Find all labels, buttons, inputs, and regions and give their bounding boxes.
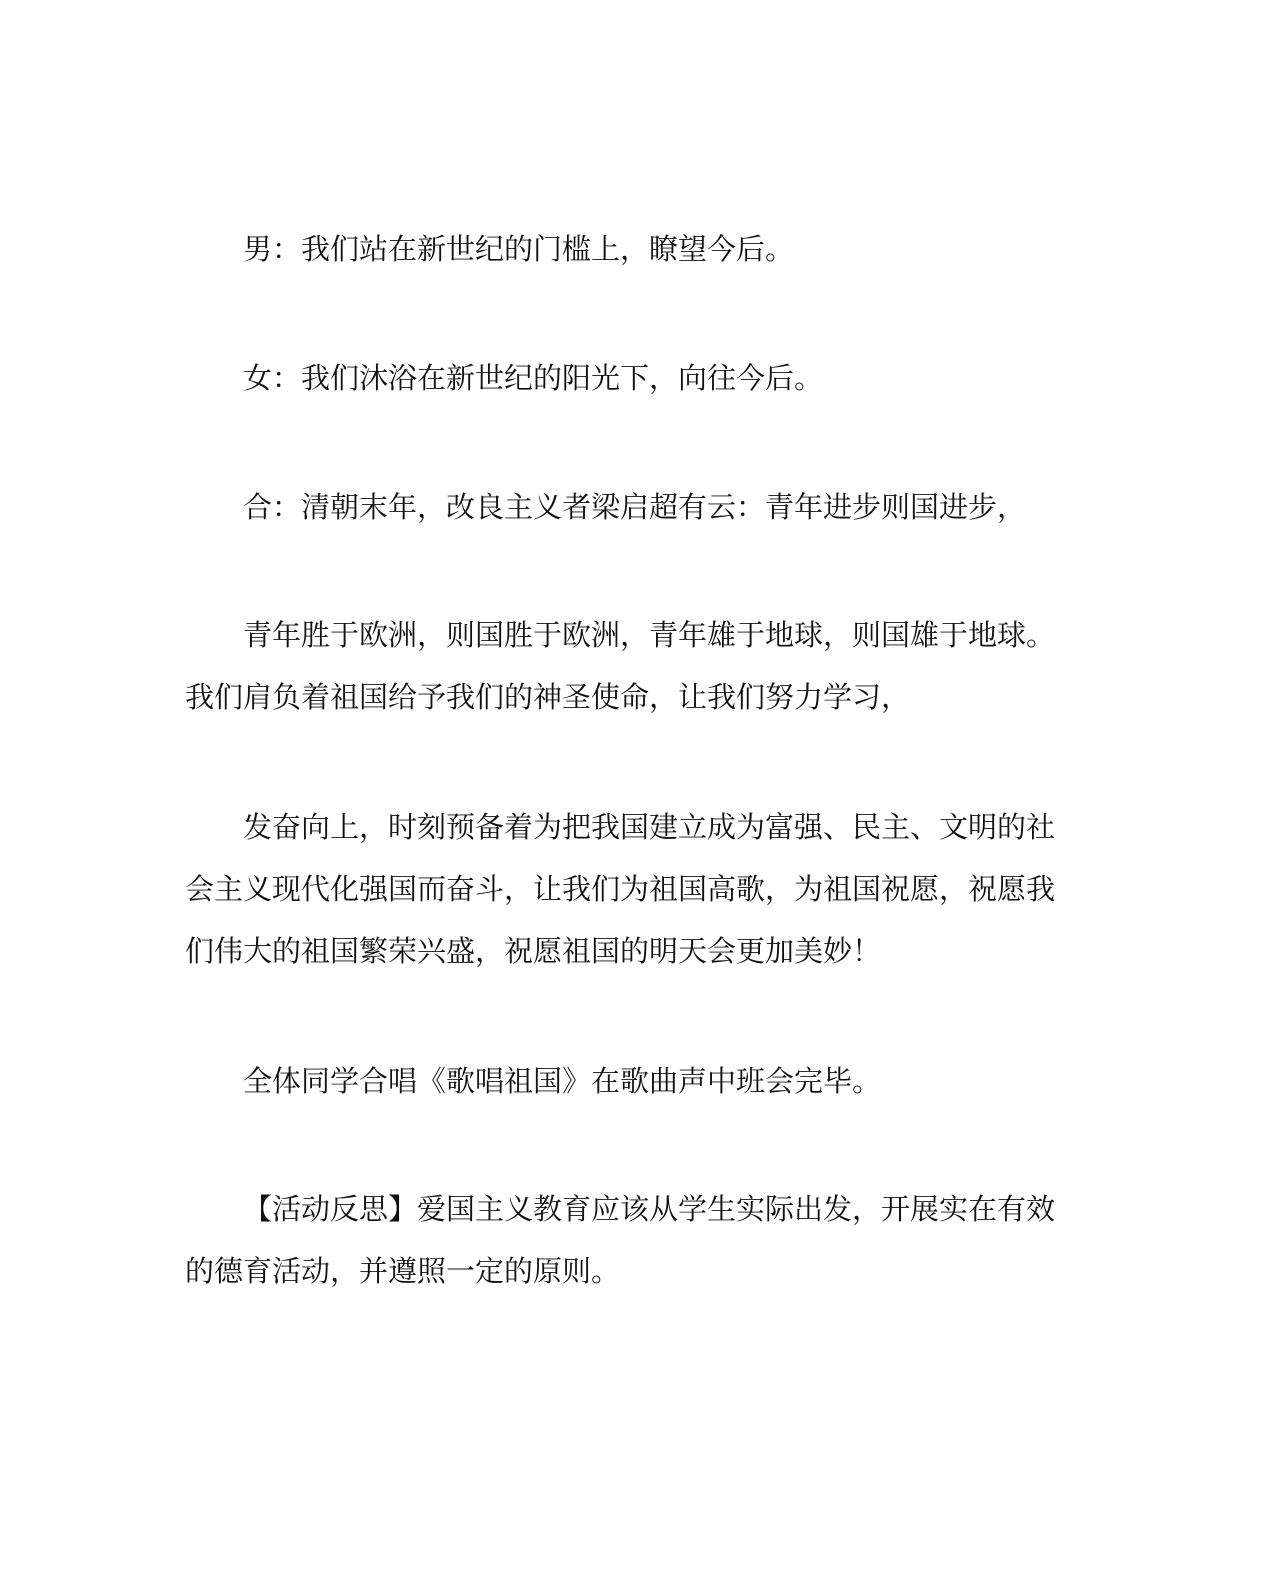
paragraph-reflection: 【活动反思】爱国主义教育应该从学生实际出发，开展实在有效的德育活动，并遵照一定的原则。 [185,1192,1056,1288]
paragraph-male-speaker: 男：我们站在新世纪的门槛上，瞭望今后。 [243,232,795,266]
paragraph-together-quote: 合：清朝末年，改良主义者梁启超有云：青年进步则国进步， [243,490,1027,524]
paragraph-female-speaker: 女：我们沐浴在新世纪的阳光下，向往今后。 [243,361,824,395]
paragraph-strive: 发奋向上，时刻预备着为把我国建立成为富强、民主、文明的社会主义现代化强国而奋斗，让我们为祖国高歌，为祖国祝愿，祝愿我们伟大的祖国繁荣兴盛，祝愿祖国的明天会更加美妙！ [185,810,1056,968]
paragraph-youth-europe: 青年胜于欧洲，则国胜于欧洲，青年雄于地球，则国雄于地球。我们肩负着祖国给予我们的神圣使命，让我们努力学习， [185,618,1056,714]
paragraph-chorus: 全体同学合唱《歌唱祖国》在歌曲声中班会完毕。 [243,1064,882,1098]
